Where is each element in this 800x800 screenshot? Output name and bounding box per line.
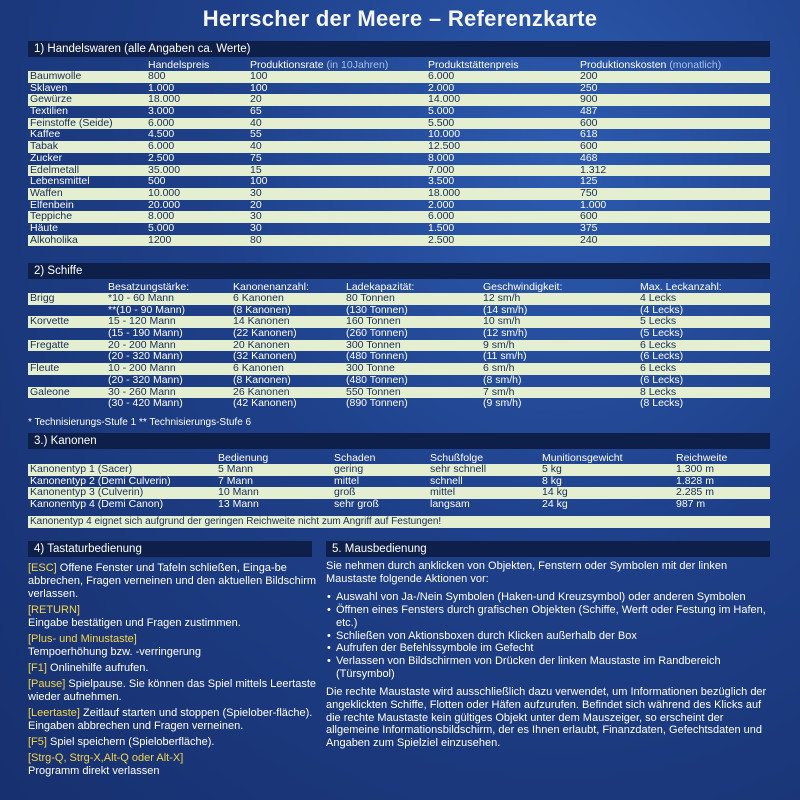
mouse-bullet: • Aufrufen der Befehlssymbole im Gefecht (326, 642, 772, 655)
key-description: Spiel speichern (Spieloberfläche). (46, 736, 215, 748)
goods-row (28, 165, 770, 177)
goods-row (28, 188, 770, 200)
goods-row-cell: 600 (580, 140, 598, 153)
goods-row-cell: 1200 (148, 233, 172, 246)
goods-row-cell: 100 (250, 81, 268, 94)
mouse-heading: 5. Mausbedienung (326, 541, 770, 557)
key-label: [ESC] (28, 562, 57, 574)
mouse-intro: Sie nehmen durch anklicken von Objekten, Fenstern oder Symbolen mit der linken Maustaste folgende Aktionen vor: (326, 560, 728, 585)
goods-row-cell: Lebensmittel (30, 175, 90, 188)
goods-row-cell: 750 (580, 186, 598, 199)
goods-row (28, 235, 770, 247)
mouse-bullet: • Schließen von Aktionsboxen durch Klicken außerhalb der Box (326, 630, 772, 643)
goods-row-cell: 1.312 (580, 163, 607, 176)
goods-row-cell: 487 (580, 105, 598, 118)
goods-row-cell: Gewürze (30, 93, 73, 106)
keyboard-item (28, 562, 318, 601)
key-description: Offene Fenster und Tafeln schließen, Einga-be abbrechen, Fragen verneinen und den aktuellen Bildschirm verlassen. (28, 562, 317, 600)
goods-col-cost (580, 59, 721, 71)
ship-row-cell: 15 - 120 Mann (108, 315, 176, 328)
ship-row-cell: (480 Tonnen) (346, 373, 408, 386)
ship-row-cell: 12 sm/h (483, 292, 521, 304)
cannon-row-cell: 14 kg (542, 486, 568, 499)
ship-row-cell: (8 Kanonen) (233, 373, 291, 386)
goods-row-cell: 2.500 (148, 151, 175, 164)
keyboard-heading: 4) Tastaturbedienung (28, 541, 312, 557)
ship-row-cell: 7 sm/h (483, 385, 515, 398)
goods-row-cell: Baumwolle (30, 70, 82, 82)
goods-col-rate-unit: (in 10Jahren) (326, 59, 389, 71)
goods-row (28, 106, 770, 118)
ship-row-cell: (30 - 420 Mann) (108, 397, 183, 410)
ship-row-cell: (15 - 190 Mann) (108, 327, 183, 340)
ship-row-cell: 20 Kanonen (233, 338, 290, 351)
goods-row-cell: Elfenbein (30, 198, 74, 211)
goods-row (28, 211, 770, 223)
key-label: [Strg-Q, Strg-X,Alt-Q oder Alt-X] (28, 752, 184, 764)
key-label: [F1] (28, 662, 47, 674)
ship-row-cell: (130 Tonnen) (346, 303, 408, 316)
goods-row-cell: 30 (250, 221, 262, 234)
ship-row (28, 398, 770, 410)
goods-col-price: Handelspreis (148, 59, 210, 71)
goods-row-cell: 100 (250, 70, 268, 82)
goods-col-site-price: Produktstättenpreis (428, 59, 519, 71)
cannon-row-cell: 8 kg (542, 474, 562, 487)
key-description: Eingabe bestätigen und Fragen zustimmen. (28, 617, 241, 629)
goods-row-cell: Feinstoffe (Seide) (30, 116, 113, 129)
ship-row-cell: (8 Lecks) (640, 397, 684, 410)
goods-table (28, 58, 770, 246)
goods-row-cell: 800 (148, 70, 166, 82)
goods-row-cell: 6.000 (148, 116, 175, 129)
goods-row-cell: 20 (250, 93, 262, 106)
cannons-header-row (28, 451, 770, 464)
keyboard-item (28, 678, 318, 704)
ships-heading: 2) Schiffe (28, 263, 770, 279)
goods-row-cell: 240 (580, 233, 598, 246)
goods-row-cell: 40 (250, 140, 262, 153)
goods-row-cell: 5.000 (428, 105, 455, 118)
ship-row-cell: 6 Kanonen (233, 362, 284, 375)
goods-row-cell: 18.000 (148, 93, 181, 106)
goods-row-cell: 8.000 (428, 151, 455, 164)
cannon-row-cell: 987 m (676, 498, 706, 511)
cannon-row-cell: 24 kg (542, 498, 568, 511)
ship-row-cell: (14 sm/h) (483, 303, 528, 316)
goods-col-cost-label: Produktionskosten (580, 59, 667, 71)
key-description: Spielpause. Sie können das Spiel mittels Leertaste wieder aufnehmen. (28, 678, 317, 703)
cannons-table (28, 451, 770, 511)
key-label: [Pause] (28, 678, 66, 690)
ship-row-cell: 300 Tonne (346, 362, 395, 375)
ship-row-cell: (32 Kanonen) (233, 350, 297, 363)
ship-row-cell: (12 sm/h) (483, 327, 528, 340)
cannon-row-cell: sehr groß (334, 498, 379, 511)
keyboard-item (28, 633, 318, 659)
ship-row-cell: (890 Tonnen) (346, 397, 408, 410)
key-label: [F5] (28, 736, 47, 748)
ship-row-cell: 6 sm/h (483, 362, 515, 375)
ship-row-cell: 80 Tonnen (346, 292, 395, 304)
goods-row-cell: 2.500 (428, 233, 455, 246)
ship-row-cell: (4 Lecks) (640, 303, 684, 316)
cannon-row-cell: Kanonentyp 4 (Demi Canon) (30, 498, 164, 511)
goods-row-cell: 14.000 (428, 93, 461, 106)
goods-row (28, 141, 770, 153)
goods-col-cost-unit: (monatlich) (669, 59, 722, 71)
ship-row-cell: 26 Kanonen (233, 385, 290, 398)
ship-row-cell: (480 Tonnen) (346, 350, 408, 363)
ship-row-cell: (5 Lecks) (640, 327, 684, 340)
cannon-row-cell: 1.300 m (676, 463, 714, 475)
goods-row-cell: 8.000 (148, 210, 175, 223)
cannons-heading: 3.) Kanonen (28, 433, 770, 449)
ship-row-cell: (20 - 320 Mann) (108, 350, 183, 363)
goods-row-cell: 65 (250, 105, 262, 118)
goods-row-cell: Sklaven (30, 81, 68, 94)
cannons-note: Kanonentyp 4 eignet sich aufgrund der geringen Reichweite nicht zum Angriff auf Festungen! (28, 516, 770, 528)
goods-row-cell: 1.000 (580, 198, 607, 211)
cannon-row-cell: Kanonentyp 3 (Culverin) (30, 486, 144, 499)
keyboard-item (28, 752, 318, 778)
ship-row-cell: (6 Lecks) (640, 373, 684, 386)
cannon-row-cell: 13 Mann (218, 498, 259, 511)
key-label: [Plus- und Minustaste] (28, 633, 137, 645)
cannons-col-range: Reichweite (676, 452, 728, 464)
ship-row-cell: 5 Lecks (640, 315, 677, 328)
ship-row-cell: 10 sm/h (483, 315, 521, 328)
keyboard-list (28, 562, 318, 781)
goods-row-cell: 35.000 (148, 163, 181, 176)
goods-col-rate-label: Produktionsrate (250, 59, 324, 71)
goods-row-cell: Alkoholika (30, 233, 78, 246)
key-label: [Leertaste] (28, 707, 80, 719)
ship-row-cell: 6 Lecks (640, 362, 677, 375)
ships-col-cargo: Ladekapazität: (346, 281, 415, 293)
goods-row-cell: Kaffee (30, 128, 61, 141)
ship-row-cell: 30 - 260 Mann (108, 385, 176, 398)
mouse-outro: Die rechte Maustaste wird ausschließlich dazu verwendet, um Informationen bezüglich der angeklickten Schiffe, Flotten oder Häfen aufzurufen. Befindet sich während des Klicks auf die rechte Maustaste kein gültiges Objekt unter dem Mauszeiger, so erscheint der allgemeine Informationsbildschirm, der es Ihnen erlaubt, Finanzdaten, Gefechtsdaten und Angaben zum Spielziel einzusehen. (326, 686, 767, 750)
keyboard-item (28, 662, 318, 675)
ship-row-cell: (9 sm/h) (483, 397, 522, 410)
goods-row (28, 153, 770, 165)
cannon-row-cell: 7 Mann (218, 474, 254, 487)
goods-row-cell: 20 (250, 198, 262, 211)
ships-col-speed: Geschwindigkeit: (483, 281, 563, 293)
key-description: Programm direkt verlassen (28, 765, 160, 777)
goods-heading: 1) Handelswaren (alle Angaben ca. Werte) (28, 41, 770, 57)
goods-header-row (28, 58, 770, 71)
goods-row-cell: 30 (250, 210, 262, 223)
cannon-row-cell: sehr schnell (430, 463, 487, 475)
goods-row (28, 129, 770, 141)
key-description: Tempoerhöhung bzw. -verringerung (28, 646, 202, 658)
ship-row-cell: 6 Kanonen (233, 292, 284, 304)
page-title: Herrscher der Meere – Referenzkarte (202, 6, 598, 31)
goods-row-cell: 6.000 (428, 210, 455, 223)
goods-row-cell: 600 (580, 116, 598, 129)
mouse-bullet: • Verlassen von Bildschirmen von Drücken der linken Maustaste im Randbereich (Türsymbol) (326, 655, 772, 680)
cannons-col-crew: Bedienung (218, 452, 269, 464)
ship-row-cell: 4 Lecks (640, 292, 677, 304)
goods-row-cell: 2.000 (428, 198, 455, 211)
cannon-row-cell: Kanonentyp 2 (Demi Culverin) (30, 474, 171, 487)
ships-col-guns: Kanonenanzahl: (233, 281, 309, 293)
ship-row (28, 293, 770, 305)
cannon-row (28, 499, 770, 511)
ships-col-leaks: Max. Leckanzahl: (640, 281, 722, 293)
key-description: Zeitlauf starten und stoppen (Spielober-fläche). Eingaben abbrechen und Fragen verneinen. (28, 707, 313, 732)
mouse-bullet: • Auswahl von Ja-/Nein Symbolen (Haken-und Kreuzsymbol) oder anderen Symbolen (326, 591, 772, 604)
goods-row-cell: 55 (250, 128, 262, 141)
key-description: Onlinehilfe aufrufen. (46, 662, 149, 674)
ship-row-cell: 9 sm/h (483, 338, 515, 351)
goods-row-cell: 6.000 (148, 140, 175, 153)
ship-row-cell: 160 Tonnen (346, 315, 401, 328)
goods-row (28, 71, 770, 83)
ship-row-cell: (42 Kanonen) (233, 397, 297, 410)
goods-row-cell: Teppiche (30, 210, 73, 223)
cannons-col-ammo: Munitionsgewicht (542, 452, 623, 464)
ship-row (28, 375, 770, 387)
goods-row-cell: Waffen (30, 186, 63, 199)
ship-row (28, 328, 770, 340)
goods-row-cell: 250 (580, 81, 598, 94)
goods-row (28, 94, 770, 106)
cannon-row-cell: 2.285 m (676, 486, 714, 499)
goods-row-cell: 10.000 (148, 186, 181, 199)
cannon-row-cell: Kanonentyp 1 (Sacer) (30, 463, 133, 475)
ship-row-cell: (260 Tonnen) (346, 327, 408, 340)
ship-row-cell: Galeone (30, 385, 70, 398)
keyboard-item (28, 707, 318, 733)
cannons-col-rate: Schußfolge (430, 452, 484, 464)
goods-row (28, 176, 770, 188)
ship-row-cell: **(10 - 90 Mann) (108, 303, 186, 316)
ship-row-cell: *10 - 60 Mann (108, 292, 174, 304)
goods-row-cell: 3.500 (428, 175, 455, 188)
cannon-row (28, 464, 770, 476)
ship-row-cell: 300 Tonnen (346, 338, 401, 351)
goods-row-cell: 10.000 (428, 128, 461, 141)
cannons-col-damage: Schaden (334, 452, 376, 464)
goods-row-cell: 1.000 (148, 81, 175, 94)
goods-row-cell: 40 (250, 116, 262, 129)
goods-row-cell: 375 (580, 221, 598, 234)
cannon-row-cell: 10 Mann (218, 486, 259, 499)
goods-row-cell: 468 (580, 151, 598, 164)
goods-row-cell: 600 (580, 210, 598, 223)
ship-row-cell: (22 Kanonen) (233, 327, 297, 340)
goods-row-cell: 200 (580, 70, 598, 82)
goods-row-cell: 4.500 (148, 128, 175, 141)
ship-row-cell: (8 sm/h) (483, 373, 522, 386)
goods-row-cell: Zucker (30, 151, 63, 164)
mouse-bullet-list (326, 591, 772, 680)
ship-row-cell: Fleute (30, 362, 60, 375)
ship-row-cell: Fregatte (30, 338, 70, 351)
cannon-row-cell: gering (334, 463, 364, 475)
goods-row-cell: 20.000 (148, 198, 181, 211)
ship-row-cell: 14 Kanonen (233, 315, 290, 328)
goods-row-cell: 900 (580, 93, 598, 106)
goods-row-cell: 18.000 (428, 186, 461, 199)
cannon-row-cell: 5 kg (542, 463, 562, 475)
cannon-row-cell: langsam (430, 498, 470, 511)
key-label: [RETURN] (28, 604, 80, 616)
ship-row-cell: Brigg (30, 292, 55, 304)
goods-row (28, 200, 770, 212)
goods-row-cell: Häute (30, 221, 59, 234)
ship-row-cell: 8 Lecks (640, 385, 677, 398)
mouse-section (326, 560, 772, 750)
ship-row-cell: 550 Tonnen (346, 385, 401, 398)
goods-row-cell: 500 (148, 175, 166, 188)
ships-footnote: * Technisierungs-Stufe 1 ** Technisierungs-Stufe 6 (28, 417, 252, 428)
ship-row-cell: (20 - 320 Mann) (108, 373, 183, 386)
goods-row-cell: 6.000 (428, 70, 455, 82)
cannon-row-cell: mittel (430, 486, 456, 499)
goods-row-cell: 125 (580, 175, 598, 188)
goods-row-cell: Edelmetall (30, 163, 80, 176)
goods-row-cell: Textilien (30, 105, 68, 118)
ships-table (28, 280, 770, 410)
ship-row-cell: Korvette (30, 315, 70, 328)
goods-col-rate (250, 59, 388, 71)
goods-row-cell: 15 (250, 163, 262, 176)
ship-row-cell: 10 - 200 Mann (108, 362, 176, 375)
cannon-row-cell: groß (334, 486, 356, 499)
goods-row-cell: Tabak (30, 140, 59, 153)
keyboard-item (28, 736, 318, 749)
goods-row-cell: 2.000 (428, 81, 455, 94)
goods-row-cell: 100 (250, 175, 268, 188)
goods-row-cell: 5.500 (428, 116, 455, 129)
goods-row-cell: 618 (580, 128, 598, 141)
cannon-row-cell: 1.828 m (676, 474, 714, 487)
goods-row (28, 118, 770, 130)
cannon-row-cell: 5 Mann (218, 463, 254, 475)
goods-row-cell: 75 (250, 151, 262, 164)
ships-col-crew: Besatzungstärke: (108, 281, 190, 293)
cannon-row-cell: schnell (430, 474, 463, 487)
goods-row-cell: 80 (250, 233, 262, 246)
goods-row-cell: 5.000 (148, 221, 175, 234)
goods-row-cell: 3.000 (148, 105, 175, 118)
goods-row (28, 83, 770, 95)
ship-row-cell: (11 sm/h) (483, 350, 527, 363)
mouse-bullet: • Öffnen eines Fensters durch grafischen Objekten (Schiffe, Werft oder Festung im Hafen, etc.) (326, 604, 772, 629)
goods-row-cell: 12.500 (428, 140, 461, 153)
goods-row-cell: 30 (250, 186, 262, 199)
keyboard-item (28, 604, 318, 630)
goods-row (28, 223, 770, 235)
ship-row-cell: 6 Lecks (640, 338, 677, 351)
cannon-row-cell: mittel (334, 474, 360, 487)
goods-row-cell: 7.000 (428, 163, 455, 176)
goods-row-cell: 1.500 (428, 221, 455, 234)
ship-row-cell: (6 Lecks) (640, 350, 684, 363)
ship-row-cell: 20 - 200 Mann (108, 338, 176, 351)
ship-row-cell: (8 Kanonen) (233, 303, 291, 316)
